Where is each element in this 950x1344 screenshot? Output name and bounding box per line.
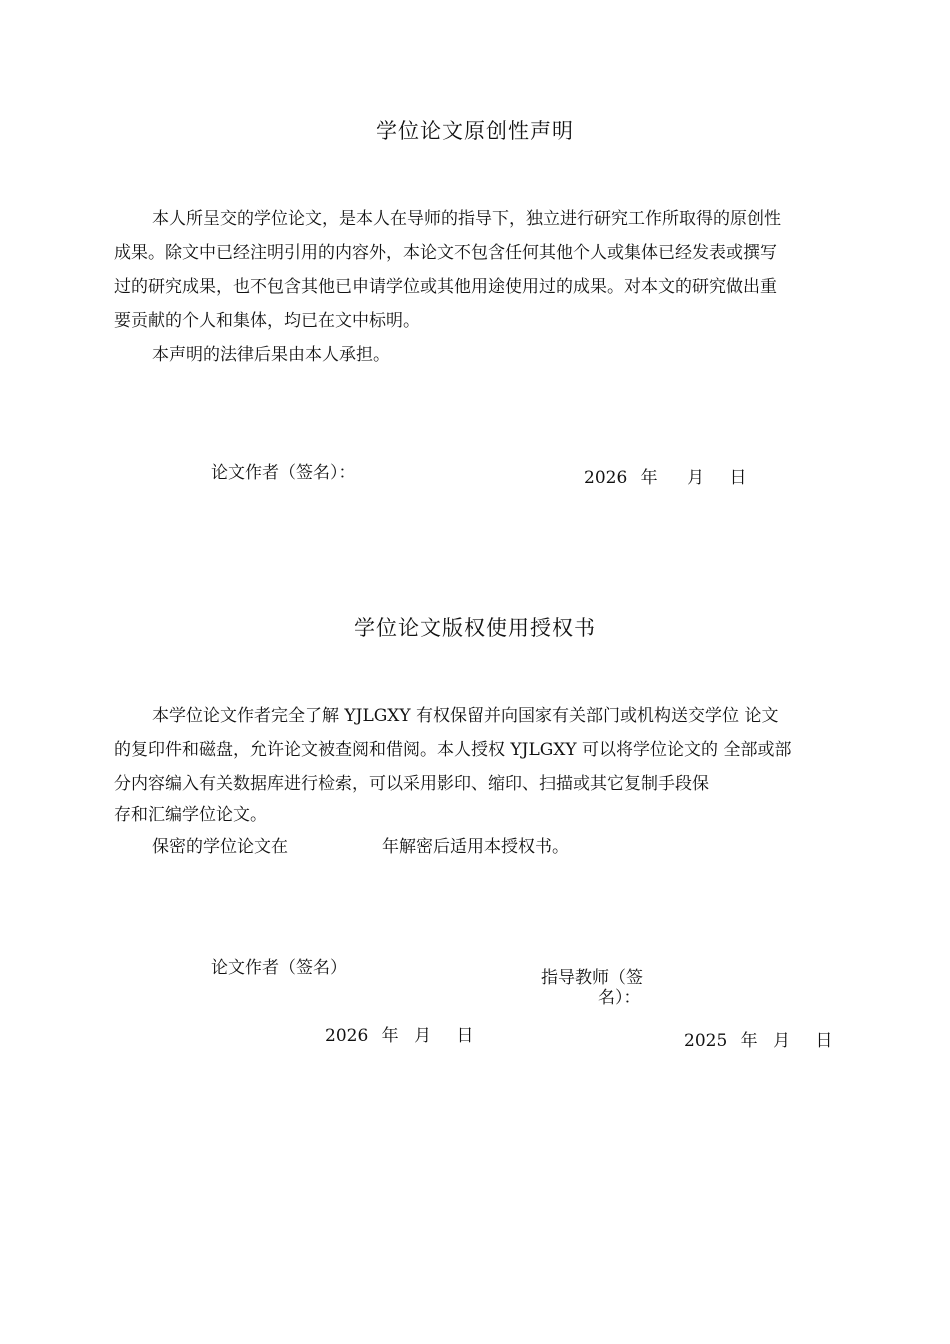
copyright-line-1: 本学位论文作者完全了解 YJLGXY 有权保留并向国家有关部门或机构送交学位 论文: [152, 706, 779, 726]
copyright-title: 学位论文版权使用授权书: [354, 616, 596, 640]
copyright-author-signature-label: 论文作者（签名）: [211, 958, 347, 978]
date-year: 2026: [325, 1026, 369, 1046]
advisor-date: [684, 1026, 832, 1051]
date-month-unit: 月: [414, 1026, 432, 1046]
date-year-unit: 年: [381, 1026, 399, 1046]
originality-date: [584, 463, 746, 488]
originality-signature-label: 论文作者（签名）：: [211, 463, 356, 483]
date-month-unit: 月: [773, 1031, 791, 1051]
originality-line-4: 要贡献的个人和集体，均已在文中标明。: [114, 311, 420, 331]
advisor-signature-label: [541, 968, 643, 1008]
copyright-line-3: 分内容编入有关数据库进行检索，可以采用影印、缩印、扫描或其它复制手段保: [114, 774, 709, 794]
originality-title: 学位论文原创性声明: [376, 119, 574, 143]
date-year: 2026: [584, 468, 628, 488]
date-day-unit: 日: [729, 468, 747, 488]
originality-statement: [114, 202, 860, 372]
date-year-unit: 年: [740, 1031, 758, 1051]
copyright-statement: [114, 699, 860, 829]
date-day-unit: 日: [456, 1026, 474, 1046]
date-day-unit: 日: [815, 1031, 833, 1051]
date-month-unit: 月: [687, 468, 705, 488]
originality-line-1: 本人所呈交的学位论文，是本人在导师的指导下，独立进行研究工作所取得的原创性: [152, 209, 781, 229]
date-year: 2025: [684, 1031, 728, 1051]
originality-line-3: 过的研究成果，也不包含其他已申请学位或其他用途使用过的成果。对本文的研究做出重: [114, 277, 777, 297]
copyright-line-4: 存和汇编学位论文。: [114, 805, 267, 825]
copyright-line-2: 的复印件和磁盘，允许论文被查阅和借阅。本人授权 YJLGXY 可以将学位论文的 全部或部: [114, 740, 792, 760]
secret-suffix: 年解密后适用本授权书。: [382, 837, 569, 857]
originality-line-2: 成果。除文中已经注明引用的内容外，本论文不包含任何其他个人或集体已经发表或撰写: [114, 243, 777, 263]
date-year-unit: 年: [640, 468, 658, 488]
secret-prefix: 保密的学位论文在: [152, 837, 288, 857]
originality-liability: 本声明的法律后果由本人承担。: [152, 345, 390, 365]
advisor-label-line-1: 指导教师（签: [541, 968, 643, 988]
advisor-label-line-2: 名）：: [598, 988, 641, 1008]
author-date: [325, 1021, 473, 1046]
